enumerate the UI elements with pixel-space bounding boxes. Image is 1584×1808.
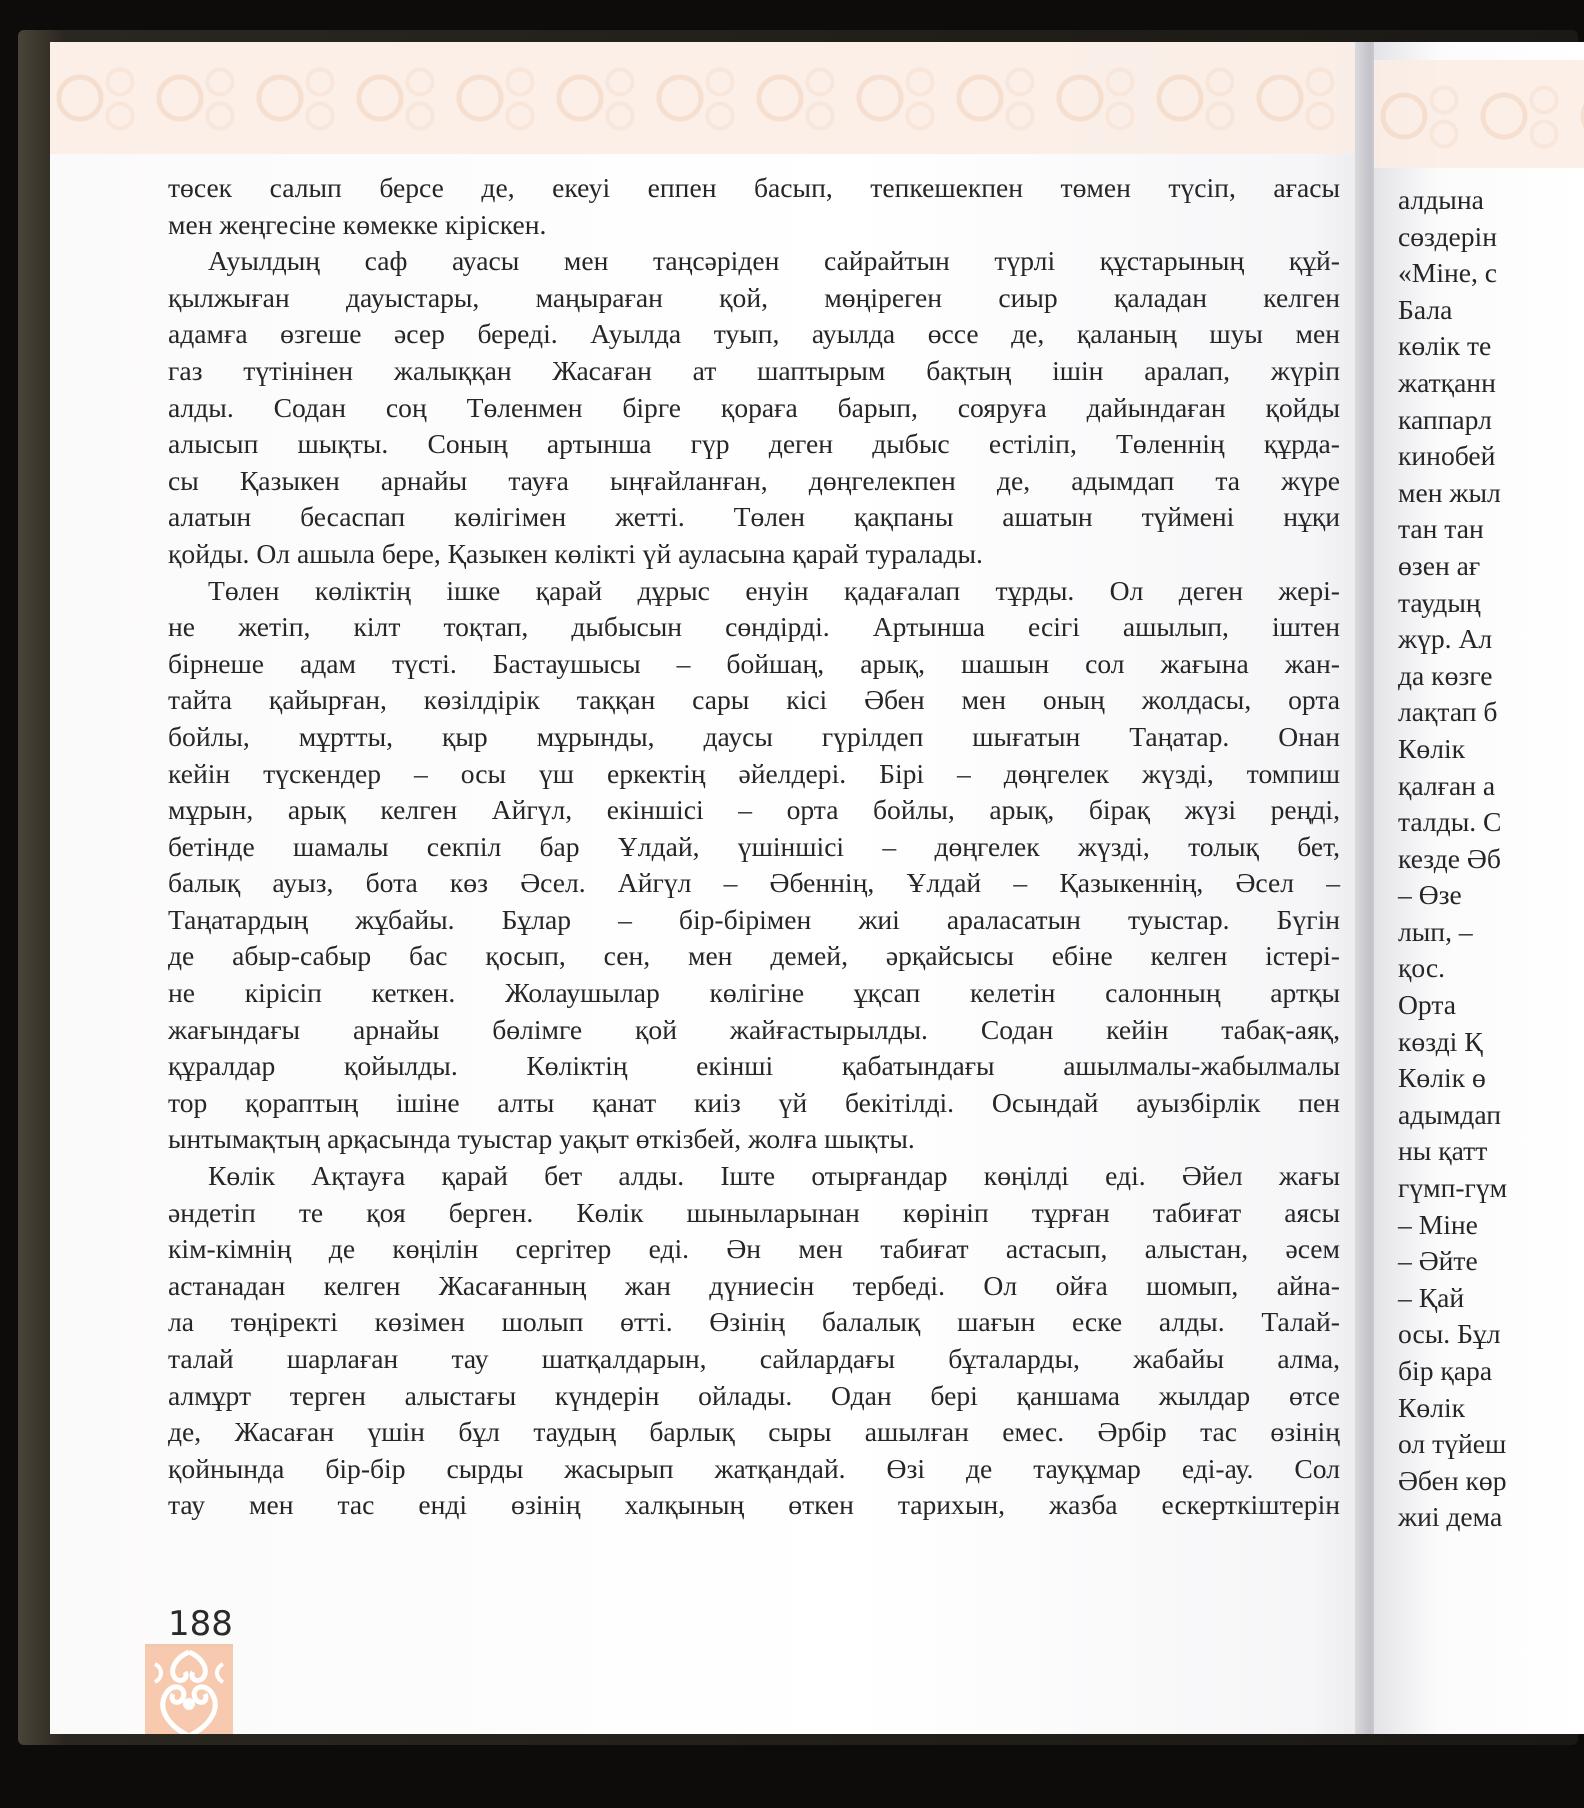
text-line: мұрын, арық келген Айгүл, екіншісі – орта бойлы, арық, бірақ жүзі реңді,	[168, 794, 1340, 826]
text-line: талай шарлаған тау шатқалдарын, сайлардағы бұталарды, жабайы алма,	[168, 1343, 1340, 1374]
corner-rule	[145, 1644, 233, 1647]
text-line: бірнеше адам түсті. Бастаушысы – бойшаң, арық, шашын сол жағына жан-	[168, 647, 1340, 679]
text-line: қойды. Ол ашыла бере, Қазыкен көлікті үй ауласына қарай туралады.	[168, 537, 983, 569]
right-text-line: ны қатт	[1398, 1135, 1488, 1167]
text-line: Ауылдың саф ауасы мен таңсәріден сайрайтын түрлі құстарының құй-	[208, 245, 1340, 277]
text-line: де, Жасаған үшін бұл таудың барлық сыры ашылған емес. Әрбір тас өзінің	[168, 1416, 1340, 1448]
right-text-line: – Әйте	[1398, 1245, 1478, 1277]
text-line: жағындағы арнайы бөлімге қой жайғастырылды. Содан кейін табақ-аяқ,	[168, 1013, 1340, 1045]
right-text-line: өзен ағ	[1398, 549, 1481, 581]
right-text-line: қос.	[1398, 952, 1446, 984]
right-text-line: талды. С	[1398, 806, 1502, 838]
right-text-line: каппарл	[1398, 403, 1492, 435]
right-text-line: Көлік	[1398, 732, 1466, 764]
right-text-line: осы. Бұл	[1398, 1318, 1501, 1350]
right-text-line: көзді Қ	[1398, 1025, 1483, 1057]
right-text-line: сөздерін	[1398, 220, 1497, 252]
right-text-line: кинобей	[1398, 440, 1496, 472]
text-line: қойнында бір-бір сырды жасырып жатқандай. Өзі де тауқұмар еді-ау. Сол	[168, 1452, 1340, 1484]
text-line: ынтымақтың арқасында туыстар уақыт өткізбей, жолға шықты.	[168, 1123, 915, 1155]
right-text-line: жиі дема	[1398, 1501, 1503, 1533]
text-line: Көлік Ақтауға қарай бет алды. Іште отырғандар көңілді еді. Әйел жағы	[208, 1160, 1340, 1192]
right-text-line: гүмп-гүм	[1398, 1172, 1508, 1204]
text-line: бетінде шамалы секпіл бар Ұлдай, үшіншісі – дөңгелек жүзді, толық бет,	[168, 830, 1340, 862]
right-text-line: бір қара	[1398, 1355, 1493, 1386]
text-line: қылжыған дауыстары, маңыраған қой, мөңіреген сиыр қаладан келген	[168, 281, 1340, 313]
text-line: бойлы, мұртты, қыр мұрынды, даусы гүрілдеп шығатын Таңатар. Онан	[168, 720, 1340, 752]
text-line: алысып шықты. Соның артынша гүр деген дыбыс естіліп, Төленнің құрда-	[168, 428, 1340, 460]
right-page	[1374, 42, 1584, 1734]
right-text-line: мен жыл	[1398, 476, 1501, 508]
text-line: не кірісіп кеткен. Жолаушылар көлігіне ұқсап келетін салонның артқы	[168, 977, 1340, 1009]
text-line: де абыр-сабыр бас қосып, сен, мен демей, әрқайсысы ебіне келген істері-	[168, 940, 1340, 972]
right-text-line: лақтап б	[1398, 696, 1498, 728]
right-text-line: адымдап	[1398, 1098, 1501, 1130]
text-line: кім-кімнің де көңілін сергітер еді. Ән мен табиғат астасып, алыстан, әсем	[168, 1233, 1340, 1265]
text-line: астанадан келген Жасағанның жан дүниесін тербеді. Ол ойға шомып, айна-	[168, 1269, 1340, 1301]
text-line: тор қораптың ішіне алты қанат киіз үй бекітілді. Осындай ауызбірлік пен	[168, 1086, 1340, 1118]
text-line: әндетіп те қоя берген. Көлік шыныларынан көрініп тұрған табиғат аясы	[168, 1196, 1340, 1228]
text-line: мен жеңгесіне көмекке кіріскен.	[168, 208, 547, 240]
right-text-line: кезде Әб	[1398, 842, 1501, 874]
text-line: сы Қазыкен арнайы тауға ыңғайланған, дөңгелекпен де, адымдап та жүре	[168, 464, 1340, 496]
right-text-line: да көзге	[1398, 659, 1493, 691]
right-text-line: «Міне, с	[1398, 257, 1498, 289]
text-line: ла төңіректі көзімен шолып өтті. Өзінің балалық шағын еске алды. Талай-	[168, 1306, 1340, 1338]
right-text-line: таудың	[1398, 586, 1481, 618]
corner-ornament-icon	[145, 1644, 233, 1734]
right-page-text	[1398, 182, 1584, 1536]
right-text-line: Әбен көр	[1398, 1464, 1507, 1496]
right-text-line: тан тан	[1398, 513, 1484, 545]
right-text-line: – Өзе	[1398, 879, 1462, 911]
text-line: құралдар қойылды. Көліктің екінші қабатындағы ашылмалы-жабылмалы	[168, 1050, 1340, 1082]
right-text-line: Көлік ө	[1398, 1062, 1486, 1094]
right-header-ornament-band	[1374, 60, 1584, 168]
right-text-line: жүр. Ал	[1398, 623, 1493, 655]
right-text-line: ол түйеш	[1398, 1428, 1507, 1460]
text-line: газ түтінінен жалыққан Жасаған ат шаптырым бақтың ішін аралап, жүріп	[168, 354, 1340, 386]
text-line: Таңатардың жұбайы. Бұлар – бір-бірімен жиі араласатын туыстар. Бүгін	[168, 903, 1340, 935]
text-line: төсек салып берсе де, екеуі еппен басып, тепкешекпен төмен түсіп, ағасы	[168, 172, 1340, 203]
text-line: тайта қайырған, көзілдірік таққан сары кісі Әбен мен оның жолдасы, орта	[168, 684, 1340, 716]
right-text-line: Орта	[1398, 989, 1457, 1021]
right-text-line: лып, –	[1398, 915, 1473, 947]
left-page-text	[168, 170, 1340, 1524]
text-line: не жетіп, кілт тоқтап, дыбысын сөндірді. Артынша есігі ашылып, іштен	[168, 611, 1340, 643]
header-ornament-band	[50, 42, 1390, 154]
text-line: алатын бесаспап көлігімен жетті. Төлен қақпаны ашатын түймені нұқи	[168, 501, 1340, 533]
right-text-line: көлік те	[1398, 330, 1492, 362]
left-page	[50, 42, 1390, 1734]
text-line: кейін түскендер – осы үш еркектің әйелдері. Бірі – дөңгелек жүзді, томпиш	[168, 757, 1340, 789]
text-line: балық ауыз, бота көз Әсел. Айгүл – Әбеннің, Ұлдай – Қазыкеннің, Әсел –	[168, 867, 1340, 899]
text-line: тау мен тас енді өзінің халқының өткен тарихын, жазба ескерткіштерін	[168, 1489, 1340, 1521]
right-text-line: Көлік	[1398, 1391, 1466, 1423]
text-line: алды. Содан соң Төленмен бірге қораға барып, сояруға дайындаған қойды	[168, 391, 1340, 423]
text-line: Төлен көліктің ішке қарай дұрыс енуін қадағалап тұрды. Ол деген жері-	[208, 574, 1340, 606]
page-number: 188	[168, 1604, 233, 1644]
text-line: адамға өзгеше әсер береді. Ауылда туып, ауылда өссе де, қаланың шуы мен	[168, 318, 1340, 350]
right-text-line: алдына	[1398, 184, 1484, 215]
right-text-line: қалған а	[1398, 769, 1496, 801]
text-line: алмұрт терген алыстағы күндерін ойлады. Одан бері қаншама жылдар өтсе	[168, 1379, 1340, 1411]
right-text-line: Бала	[1398, 293, 1453, 325]
right-text-line: жатқанн	[1398, 366, 1496, 398]
right-text-line: – Міне	[1398, 1208, 1478, 1240]
right-text-line: – Қай	[1398, 1281, 1465, 1313]
